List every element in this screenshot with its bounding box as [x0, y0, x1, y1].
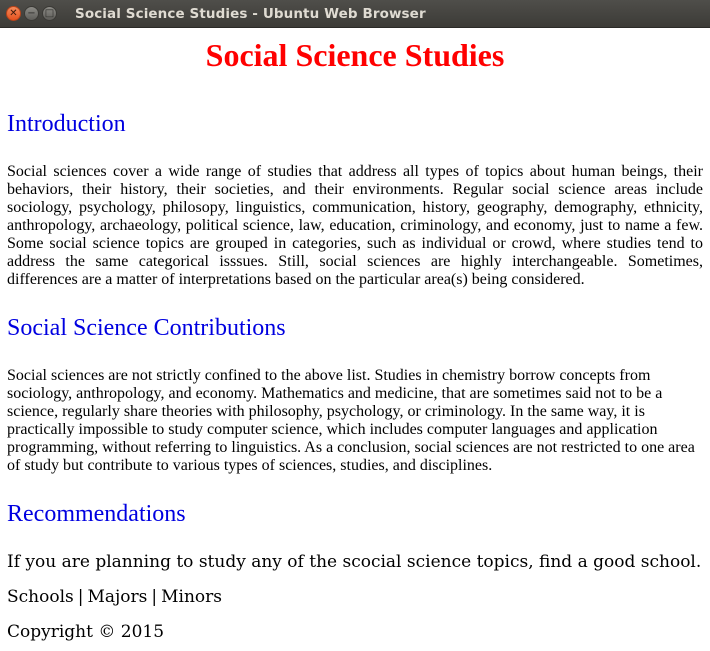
nav-separator: |	[151, 587, 158, 607]
section-heading-recommendations: Recommendations	[7, 501, 186, 527]
minimize-icon[interactable]: −	[24, 6, 39, 21]
title-bar	[0, 0, 710, 28]
maximize-icon[interactable]: □	[42, 6, 57, 21]
footer-nav	[7, 587, 703, 607]
section-text-introduction: Social sciences cover a wide range of studies that address all types of topics about human beings, their behaviors, their history, their societies, and their environments. Regular social science areas include sociology, psychology, philosopy, linguistics, communication, history, geography, demography, ethnicity, anthropology, archaeology, political science, law, education, criminology, and economy, just to name a few. Some social science topics are grouped in categories, such as individual or crowd, where studies tend to address the same categorical isssues. Still, social sciences are highly interchangeable. Sometimes, differences are a matter of interpretations based on the particular area(s) being considered.	[7, 163, 703, 288]
section-heading-contributions: Social Science Contributions	[7, 315, 286, 341]
nav-link-minors[interactable]: Minors	[161, 587, 223, 607]
nav-link-schools[interactable]: Schools	[7, 587, 74, 607]
nav-link-majors[interactable]: Majors	[87, 587, 148, 607]
section-text-contributions: Social sciences are not strictly confined to the above list. Studies in chemistry borrow concepts from sociology, anthropology, and economy. Mathematics and medicine, that are sometimes said not to be a science, regularly share theories with philosophy, psychology, or criminology. In the same way, it is practically impossible to study computer science, which includes computer languages and application programming, without referring to linguistics. As a conclusion, social sciences are not restricted to one area of study but contribute to various types of sciences, studies, and disciplines.	[7, 367, 695, 474]
section-heading-introduction: Introduction	[7, 111, 126, 137]
section-text-recommendations: If you are planning to study any of the scocial science topics, find a good school.	[7, 552, 702, 572]
close-icon[interactable]: ✕	[6, 6, 21, 21]
page-title: Social Science Studies	[205, 37, 505, 73]
copyright-text: Copyright © 2015	[7, 622, 165, 642]
nav-separator: |	[77, 587, 84, 607]
window-controls	[6, 6, 57, 21]
window-title: Social Science Studies - Ubuntu Web Browser	[75, 5, 426, 22]
page-content	[0, 28, 710, 651]
